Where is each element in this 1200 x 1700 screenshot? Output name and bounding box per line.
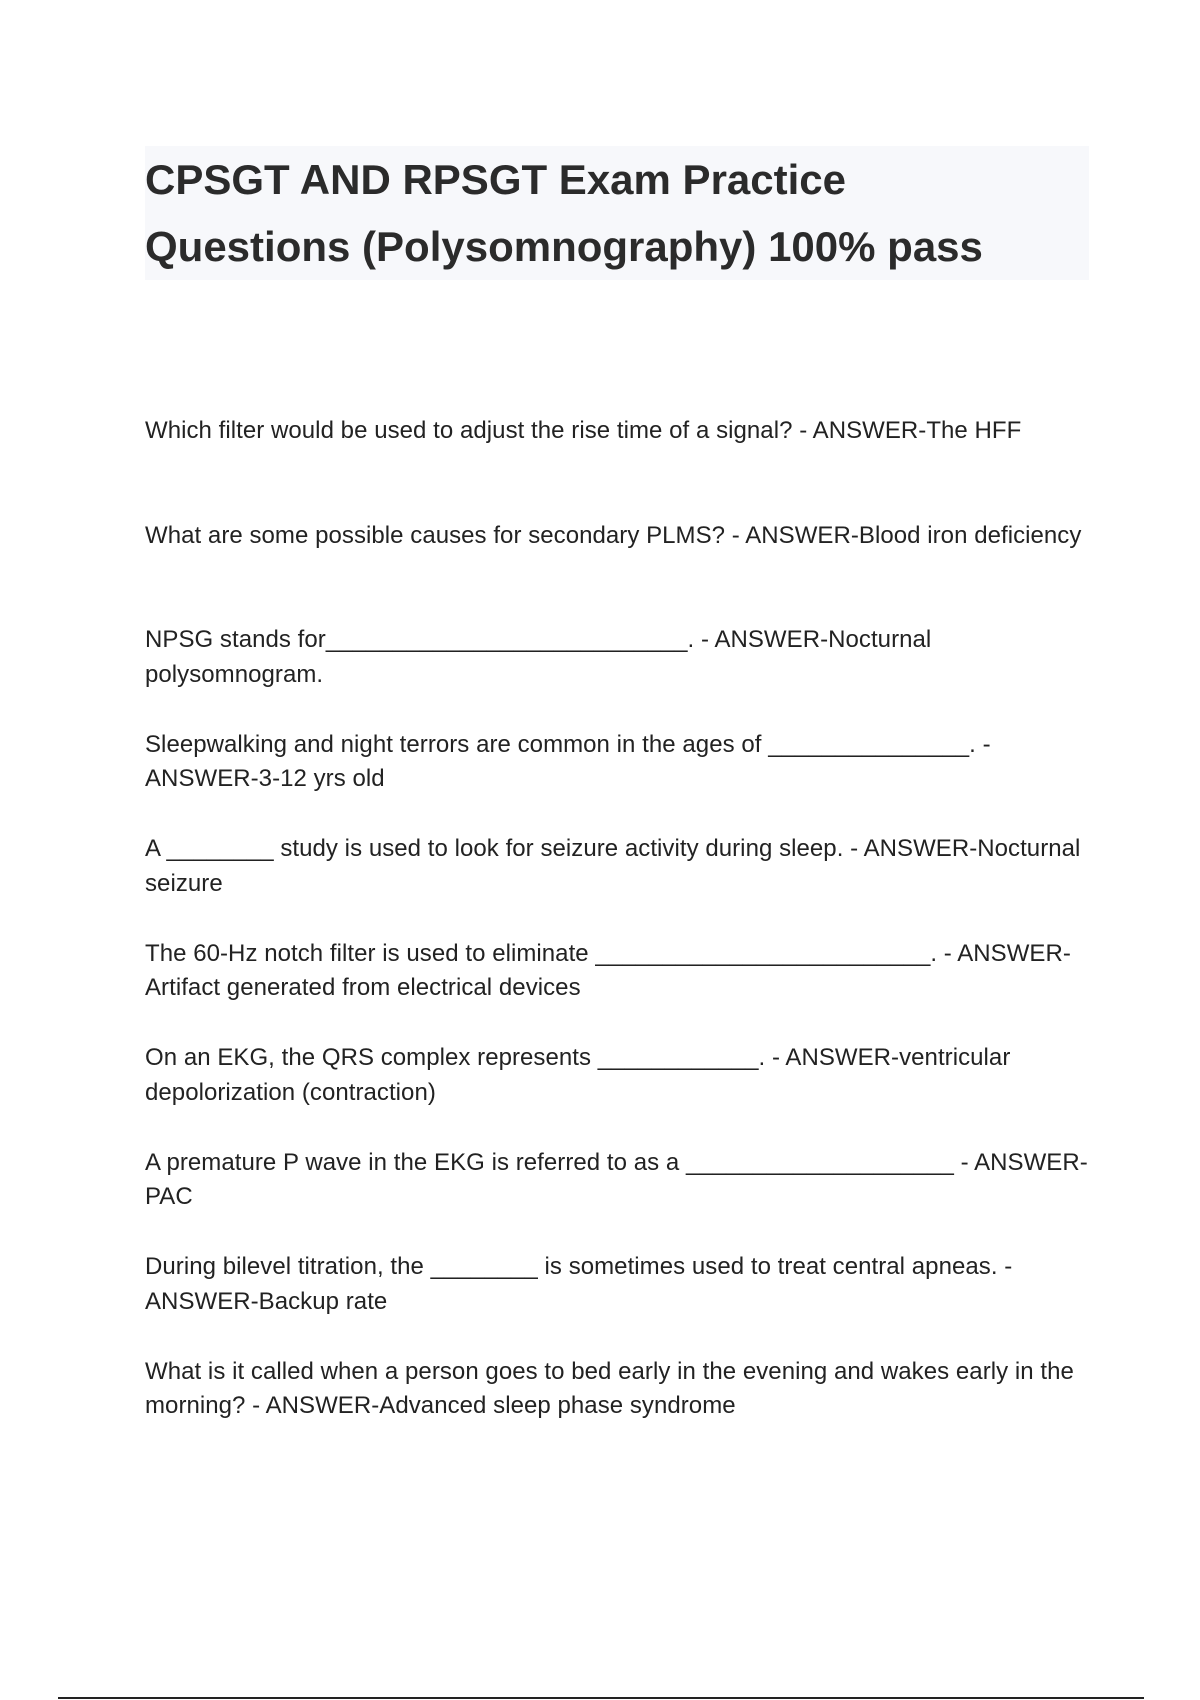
title-block — [145, 146, 1089, 280]
question-text: What is it called when a person goes to bed early in the evening and wakes early in the morning? - — [145, 1357, 1074, 1419]
qa-item — [145, 728, 1095, 833]
qa-item — [145, 1146, 1095, 1251]
question-text: Which filter would be used to adjust the rise time of a signal? - — [145, 417, 813, 444]
answer-text: ANSWER-Backup rate — [145, 1287, 388, 1315]
qa-item — [145, 937, 1095, 1042]
qa-item — [145, 1355, 1095, 1460]
answer-text: ANSWER-Blood iron deficiency — [745, 521, 1082, 549]
qa-item — [145, 1250, 1095, 1355]
answer-text: ANSWER-The HFF — [812, 417, 1022, 444]
question-text: A ________ study is used to look for seizure activity during sleep. - — [145, 835, 864, 862]
answer-text: ANSWER-Nocturnal seizure — [145, 835, 1081, 897]
page-bottom-divider — [58, 1697, 1144, 1699]
answer-text: ANSWER-3-12 yrs old — [145, 765, 385, 792]
qa-item — [145, 1041, 1095, 1146]
title-line-2: Questions (Polysomnography) 100% pass — [145, 223, 983, 270]
title-line-1: CPSGT AND RPSGT Exam Practice — [145, 156, 846, 203]
question-text: NPSG stands for___________________________. - — [145, 626, 715, 653]
question-text: Sleepwalking and night terrors are common in the ages of _______________. - — [145, 730, 991, 758]
qa-item — [145, 623, 1095, 728]
qa-item — [145, 414, 1095, 519]
question-text: A premature P wave in the EKG is referred to as a ____________________ - — [145, 1148, 975, 1176]
answer-text: ANSWER-PAC — [145, 1148, 1088, 1210]
qa-list — [145, 414, 1095, 1459]
question-text: On an EKG, the QRS complex represents ____________. - — [145, 1044, 786, 1071]
answer-text: ANSWER-Advanced sleep phase syndrome — [265, 1392, 736, 1419]
answer-text: ANSWER-Nocturnal polysomnogram. — [145, 626, 932, 688]
qa-item — [145, 832, 1095, 937]
answer-text: ANSWER-Artifact generated from electrical devices — [145, 939, 1071, 1001]
qa-item — [145, 519, 1095, 624]
page-title — [145, 146, 1089, 280]
answer-text: ANSWER-ventricular depolorization (contraction) — [145, 1044, 1011, 1106]
question-text: During bilevel titration, the ________ is sometimes used to treat central apneas. - — [145, 1253, 1013, 1280]
question-text: What are some possible causes for secondary PLMS? - — [145, 521, 746, 549]
question-text: The 60-Hz notch filter is used to eliminate _________________________. - — [145, 939, 958, 967]
